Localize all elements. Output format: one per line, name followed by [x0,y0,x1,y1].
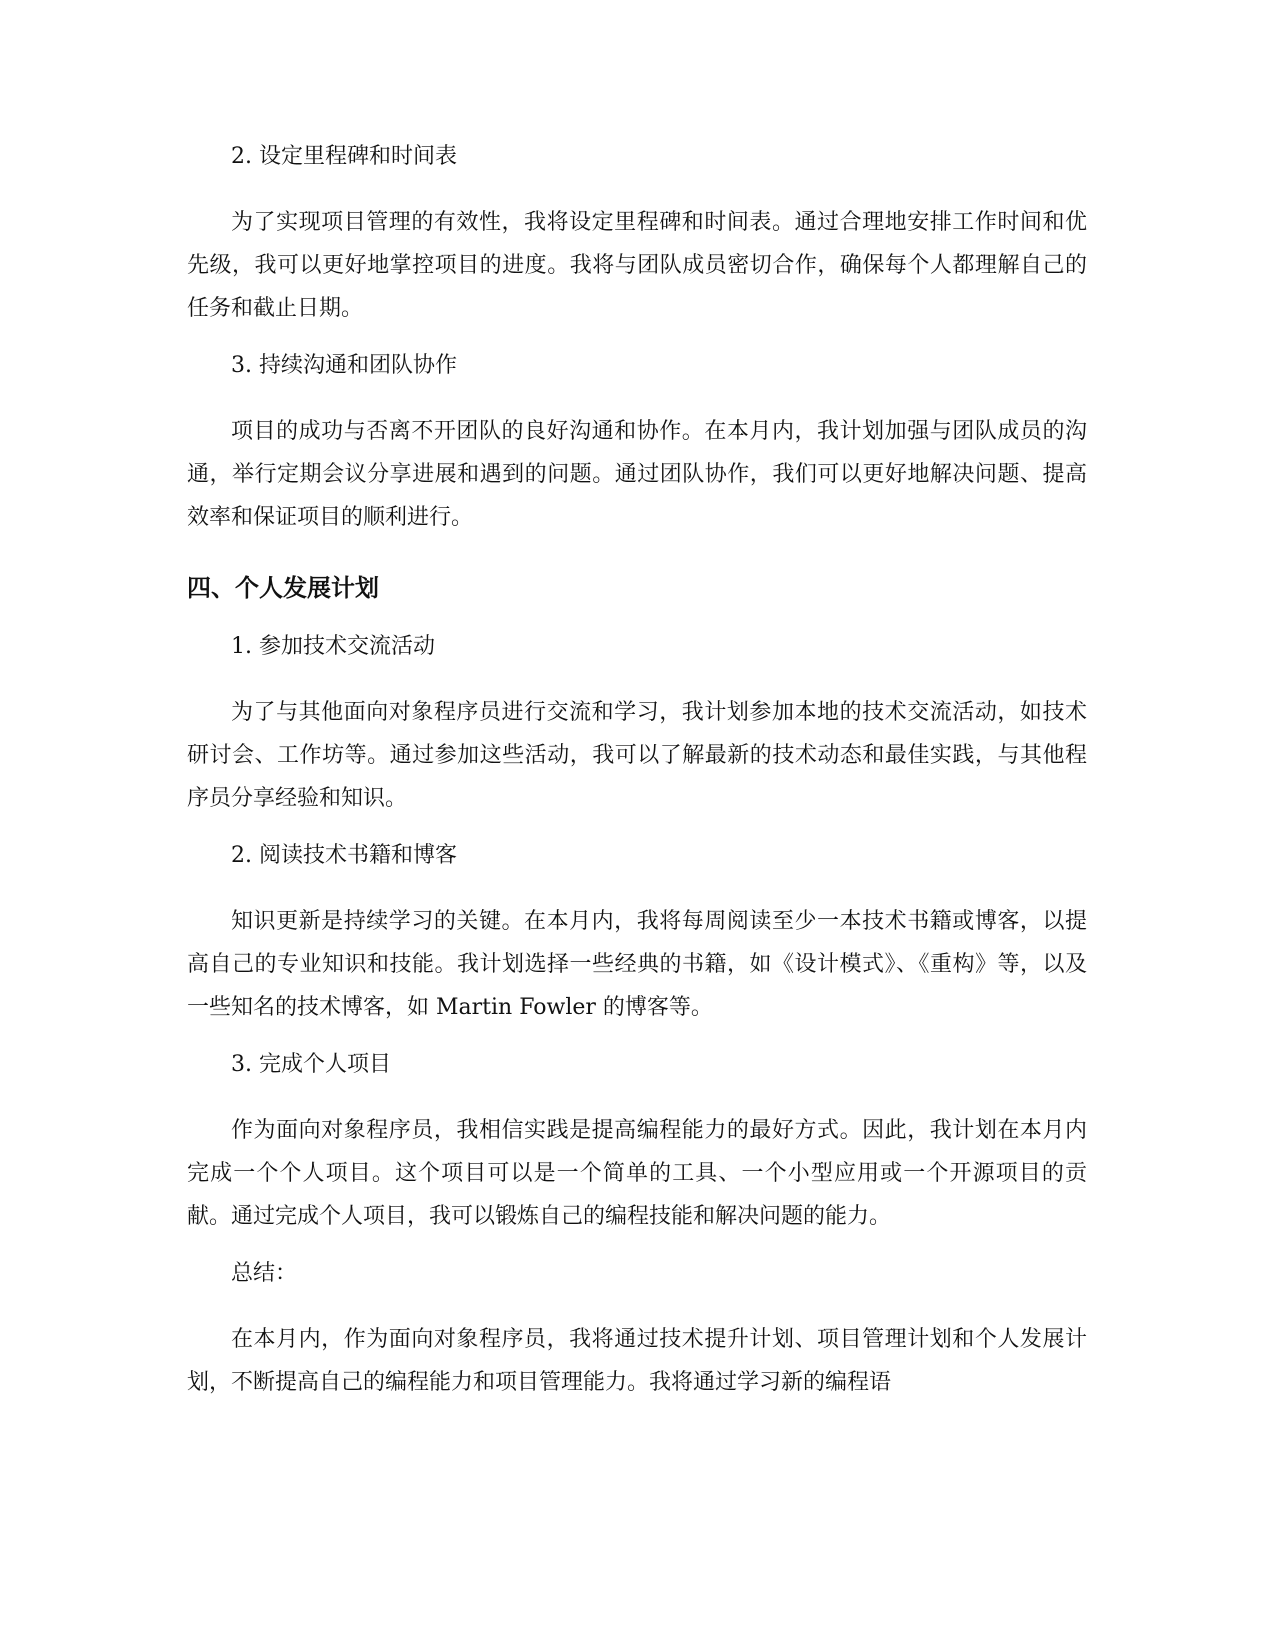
item-heading-communication: 3. 持续沟通和团队协作 [231,353,457,378]
item-heading-personal-project: 3. 完成个人项目 [231,1052,391,1077]
paragraph-personal-project: 作为面向对象程序员，我相信实践是提高编程能力的最好方式。因此，我计划在本月内完成一个个人项目。这个项目可以是一个简单的工具、一个小型应用或一个开源项目的贡献。通过完成个人项目，我可以锻炼自己的编程技能和解决问题的能力。 [187,1118,1087,1229]
section-heading-personal-development: 四、个人发展计划 [187,574,379,602]
item-heading-milestones: 2. 设定里程碑和时间表 [231,144,457,169]
document-body [187,143,1087,1426]
paragraph-summary: 在本月内，作为面向对象程序员，我将通过技术提升计划、项目管理计划和个人发展计划，不断提高自己的编程能力和项目管理能力。我将通过学习新的编程语 [187,1327,1087,1395]
item-heading-tech-events: 1. 参加技术交流活动 [231,634,435,659]
paragraph-milestones: 为了实现项目管理的有效性，我将设定里程碑和时间表。通过合理地安排工作时间和优先级，我可以更好地掌控项目的进度。我将与团队成员密切合作，确保每个人都理解自己的任务和截止日期。 [187,210,1087,321]
paragraph-tech-events: 为了与其他面向对象程序员进行交流和学习，我计划参加本地的技术交流活动，如技术研讨会、工作坊等。通过参加这些活动，我可以了解最新的技术动态和最佳实践，与其他程序员分享经验和知识。 [187,700,1087,811]
item-heading-reading: 2. 阅读技术书籍和博客 [231,843,457,868]
item-heading-summary: 总结： [231,1261,298,1286]
paragraph-reading: 知识更新是持续学习的关键。在本月内，我将每周阅读至少一本技术书籍或博客，以提高自己的专业知识和技能。我计划选择一些经典的书籍，如《设计模式》、《重构》等，以及一些知名的技术博客，如 Martin Fowler 的博客等。 [187,909,1087,1020]
paragraph-communication: 项目的成功与否离不开团队的良好沟通和协作。在本月内，我计划加强与团队成员的沟通，举行定期会议分享进展和遇到的问题。通过团队协作，我们可以更好地解决问题、提高效率和保证项目的顺利进行。 [187,419,1087,530]
